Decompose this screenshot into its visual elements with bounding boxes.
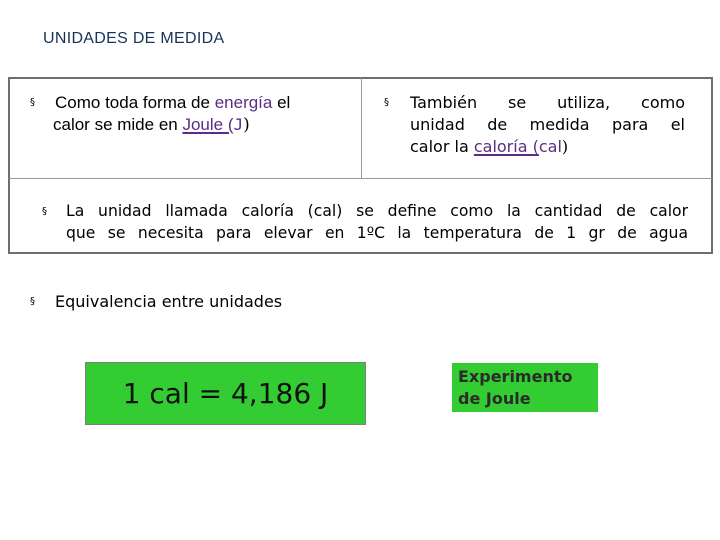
page-title: UNIDADES DE MEDIDA xyxy=(43,30,225,47)
definition-line1: La unidad llamada caloría (cal) se define como la cantidad de calor xyxy=(66,202,688,220)
caloria-link[interactable]: caloría ( xyxy=(473,137,539,156)
caloria-text-line3: calor la caloría (cal) xyxy=(410,137,569,156)
caloria-text-line1: También se utiliza, como xyxy=(410,93,685,112)
experiment-joule-button[interactable] xyxy=(452,363,598,412)
equation-text: 1 cal = 4,186 J xyxy=(122,377,329,410)
joule-link[interactable]: Joule ( xyxy=(182,115,234,134)
energy-text-line2: calor se mide en Joule (J) xyxy=(53,115,250,135)
energy-text xyxy=(55,92,345,136)
bullet-icon: § xyxy=(30,296,35,307)
caloria-text-line2: unidad de medida para el xyxy=(410,115,685,134)
definition-line2: que se necesita para elevar en 1ºC la temperatura de 1 gr de agua xyxy=(66,224,688,242)
equivalence-heading: Equivalencia entre unidades xyxy=(55,292,283,311)
experiment-button-line1: Experimento xyxy=(458,367,573,386)
joule-symbol: J xyxy=(233,115,244,134)
bullet-icon: § xyxy=(30,97,35,108)
energia-term: energía xyxy=(214,93,273,112)
definition-text xyxy=(66,200,688,244)
bullet-icon: § xyxy=(384,97,389,108)
energy-text-line1: Como toda forma de energía el xyxy=(55,93,291,112)
experiment-button-line2: de Joule xyxy=(458,389,531,408)
bullet-icon: § xyxy=(42,206,47,217)
cal-symbol: cal xyxy=(538,137,562,156)
caloria-text xyxy=(410,92,685,158)
equation-box xyxy=(85,362,366,425)
